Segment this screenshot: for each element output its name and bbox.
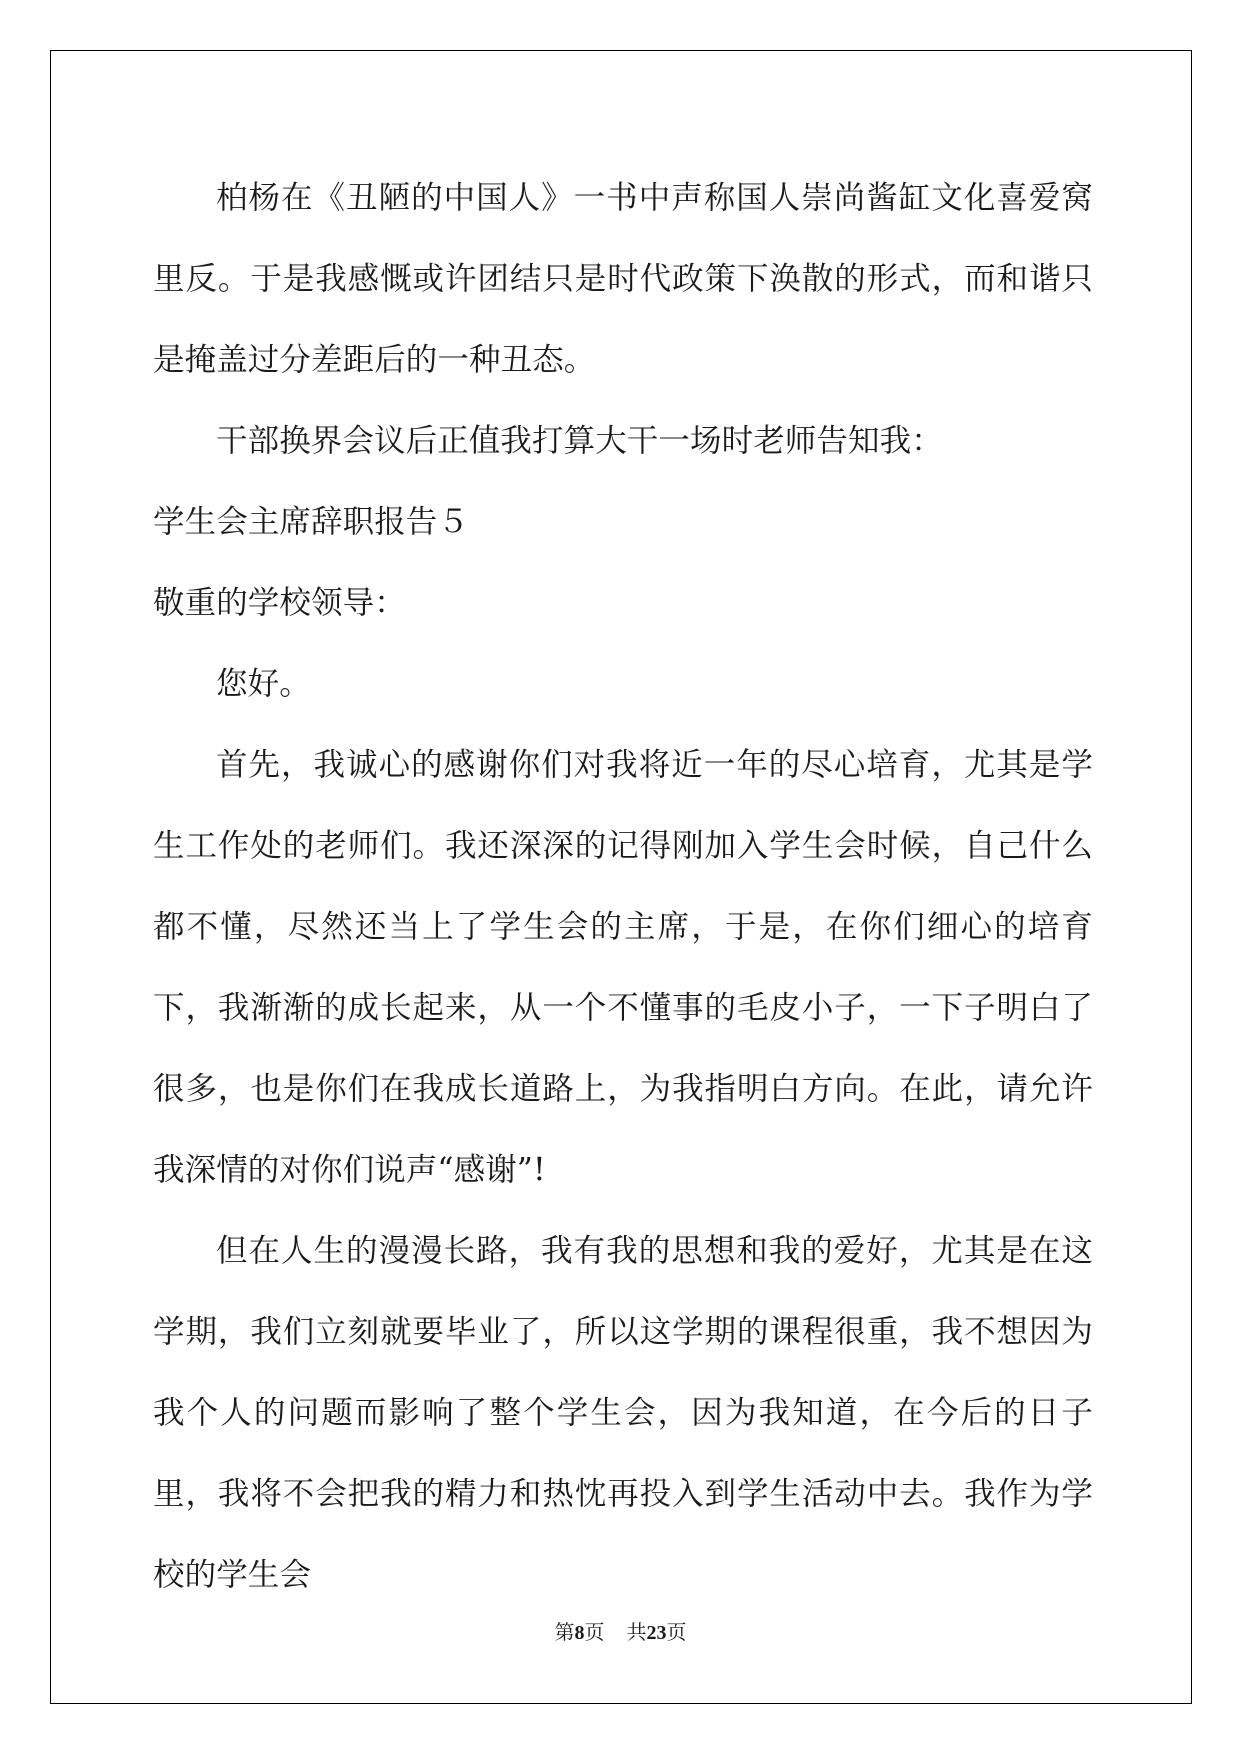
total-suffix: 页 <box>666 1622 687 1644</box>
page-suffix: 页 <box>584 1622 605 1644</box>
paragraph-thanks: 首先，我诚心的感谢你们对我将近一年的尽心培育，尤其是学生工作处的老师们。我还深深的记得刚加入学生会时候，自己什么都不懂，尽然还当上了学生会的主席，于是，在你们细心的培育下，我渐渐的成长起来，从一个不懂事的毛皮小子，一下子明白了很多，也是你们在我成长道路上，为我指明白方向。在此，请允许我深情的对你们说声“感谢”! <box>153 747 1093 1188</box>
page-footer <box>0 1616 1241 1645</box>
greeting: 您好。 <box>216 666 311 702</box>
total-prefix: 共 <box>626 1622 647 1644</box>
paragraph-1: 柏杨在《丑陋的中国人》一书中声称国人崇尚酱缸文化喜爱窝里反。于是我感慨或许团结只是时代政策下涣散的形式，而和谐只是掩盖过分差距后的一种丑态。 <box>153 180 1093 378</box>
salutation: 敬重的学校领导： <box>153 585 406 621</box>
paragraph-2: 干部换界会议后正值我打算大干一场时老师告知我： <box>216 423 943 459</box>
document-body <box>153 158 1093 1616</box>
page-prefix: 第 <box>554 1622 575 1644</box>
paragraph-reason: 但在人生的漫漫长路，我有我的思想和我的爱好，尤其是在这学期，我们立刻就要毕业了，所以这学期的课程很重，我不想因为我个人的问题而影响了整个学生会，因为我知道，在今后的日子里，我将不会把我的精力和热忱再投入到学生活动中去。我作为学校的学生会 <box>153 1233 1093 1593</box>
total-pages: 23 <box>646 1622 667 1644</box>
section-heading: 学生会主席辞职报告５ <box>153 504 470 540</box>
page-number: 8 <box>574 1622 585 1644</box>
